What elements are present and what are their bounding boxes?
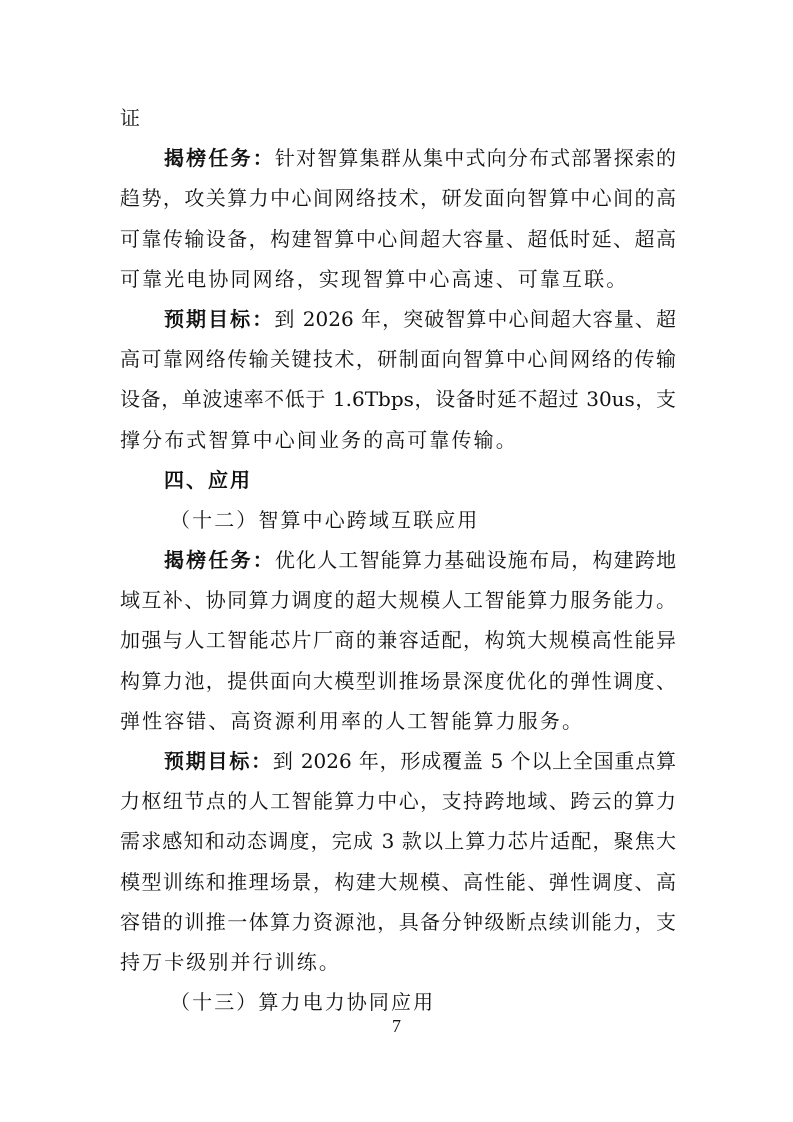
section-heading-text: 四、应用 (164, 467, 252, 492)
text-line-content: 弹性容错、高资源利用率的人工智能算力服务。 (120, 708, 585, 733)
subsection-heading-text: （十三）算力电力协同应用 (170, 990, 436, 1015)
text-line (120, 661, 676, 701)
text-line-content: 优化人工智能算力基础设施布局，构建跨地 (274, 548, 677, 573)
text-line (120, 620, 676, 660)
text-line (120, 339, 676, 379)
paragraph-first-line (120, 741, 676, 781)
text-line (120, 862, 676, 902)
text-line (120, 821, 676, 861)
text-line (120, 701, 676, 741)
text-line (120, 420, 676, 460)
text-line-content: 高可靠网络传输关键技术，研制面向智算中心间网络的传输 (120, 347, 676, 372)
paragraph-first-line (120, 540, 676, 580)
text-line-content: 域互补、协同算力调度的超大规模人工智能算力服务能力。 (120, 588, 676, 613)
text-line (120, 379, 676, 419)
text-line-content: 证 (120, 106, 143, 130)
text-line (120, 178, 676, 218)
text-line (120, 942, 676, 982)
paragraph-first-line (120, 299, 676, 339)
text-line-content: 持万卡级别并行训练。 (120, 949, 341, 974)
text-line (120, 580, 676, 620)
text-line-content: 容错的训推一体算力资源池，具备分钟级断点续训能力，支 (120, 909, 676, 934)
paragraph-label: 预期目标： (164, 749, 273, 773)
paragraph-label: 揭榜任务： (164, 548, 275, 573)
text-line-content: 可靠光电协同网络，实现智算中心高速、可靠互联。 (120, 266, 629, 291)
text-line-content: 力枢纽节点的人工智能算力中心，支持跨地域、跨云的算力 (120, 789, 676, 814)
subsection-heading-text: （十二）智算中心跨域互联应用 (170, 507, 480, 532)
text-line-content: 需求感知和动态调度，完成 3 款以上算力芯片适配，聚焦大 (120, 829, 676, 854)
paragraph-first-line (120, 138, 676, 178)
text-line (120, 98, 676, 138)
text-line (120, 781, 676, 821)
text-line-content: 撑分布式智算中心间业务的高可靠传输。 (120, 427, 518, 452)
document-body (120, 98, 676, 1022)
page-number: 7 (392, 1016, 401, 1036)
text-line-content: 针对智算集群从集中式向分布式部署探索的 (274, 146, 677, 171)
text-line (120, 259, 676, 299)
text-line-content: 模型训练和推理场景，构建大规模、高性能、弹性调度、高 (120, 869, 676, 894)
text-line-content: 构算力池，提供面向大模型训推场景深度优化的弹性调度、 (120, 668, 676, 693)
text-line-content: 趋势，攻关算力中心间网络技术，研发面向智算中心间的高 (120, 186, 676, 211)
text-line-content: 加强与人工智能芯片厂商的兼容适配，构筑大规模高性能异 (120, 628, 676, 653)
text-line (120, 902, 676, 942)
section-heading (120, 460, 676, 500)
paragraph-label: 预期目标： (164, 306, 275, 331)
text-line-content: 可靠传输设备，构建智算中心间超大容量、超低时延、超高 (120, 226, 676, 251)
text-line-content: 设备，单波速率不低于 1.6Tbps，设备时延不超过 30us，支 (120, 387, 676, 412)
text-line-content: 到 2026 年，突破智算中心间超大容量、超 (274, 306, 676, 331)
paragraph-label: 揭榜任务： (164, 146, 275, 171)
text-line-content: 到 2026 年，形成覆盖 5 个以上全国重点算 (272, 749, 676, 773)
subsection-heading (120, 500, 676, 540)
text-line (120, 219, 676, 259)
